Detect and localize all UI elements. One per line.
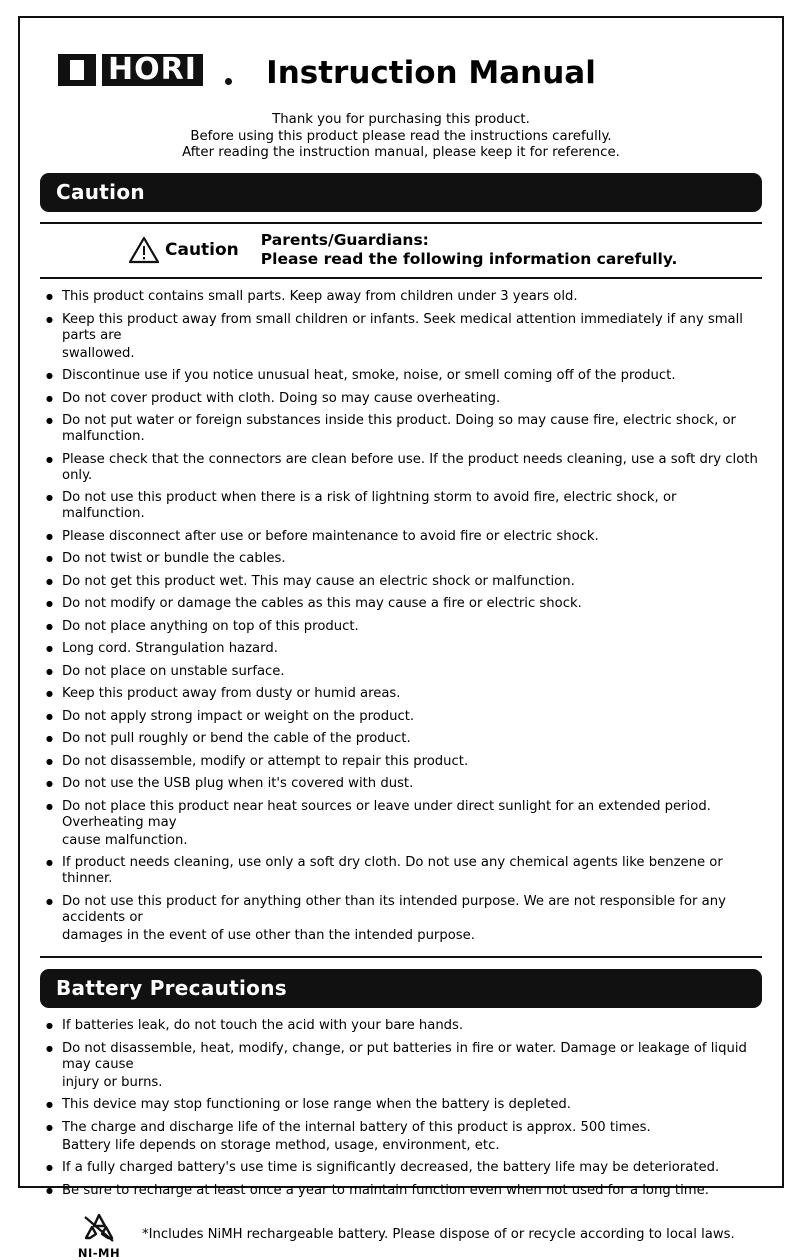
list-item-text: ● Do not put water or foreign substances inside this product. Doing so may cause fire, electric shock, or malfunction.	[62, 413, 736, 444]
list-item	[40, 894, 762, 944]
list-item	[40, 776, 762, 792]
list-item	[40, 1183, 762, 1199]
list-item-continuation: Battery life depends on storage method, usage, environment, etc.	[62, 1137, 500, 1153]
list-item	[40, 413, 762, 445]
list-item-continuation: injury or burns.	[62, 1074, 163, 1090]
list-item	[40, 855, 762, 887]
list-item-text: ● Do not place anything on top of this product.	[62, 618, 359, 634]
list-item	[40, 754, 762, 770]
list-item-text: ● Do not place this product near heat sources or leave under direct sunlight for an extended period. Overheating may	[62, 798, 711, 830]
list-item-continuation: cause malfunction.	[62, 832, 188, 848]
list-item-text: ● Do not disassemble, modify or attempt to repair this product.	[62, 753, 469, 769]
list-item-text: ● Do not get this product wet. This may cause an electric shock or malfunction.	[62, 573, 575, 589]
list-item	[40, 731, 762, 747]
list-item	[40, 312, 762, 362]
list-item	[40, 799, 762, 849]
list-item	[40, 1097, 762, 1113]
caution-section-divider	[40, 956, 762, 958]
list-item-text: ● Do not use this product when there is a risk of lightning storm to avoid fire, electric shock, or malfunction.	[62, 490, 677, 521]
caution-icon-label: Caution	[165, 240, 239, 260]
warning-triangle-icon	[128, 236, 160, 264]
list-item	[40, 1018, 762, 1034]
list-item-text: ● If a fully charged battery's use time is significantly decreased, the battery life may be deteriorated.	[62, 1160, 720, 1175]
list-item	[40, 490, 762, 522]
list-item	[40, 619, 762, 635]
list-item	[40, 391, 762, 407]
list-item-text: ● If batteries leak, do not touch the acid with your bare hands.	[62, 1018, 464, 1033]
list-item-text: ● Do not pull roughly or bend the cable of the product.	[62, 731, 411, 746]
list-item-text: ● Keep this product away from small children or infants. Seek medical attention immediately if any small parts are	[62, 311, 743, 343]
hori-logo	[58, 54, 234, 88]
list-item-text: ● Discontinue use if you notice unusual heat, smoke, noise, or smell coming off of the product.	[62, 368, 676, 383]
list-item	[40, 1120, 762, 1154]
list-item	[40, 686, 762, 702]
caution-section-bar: Caution	[40, 173, 762, 212]
list-item	[40, 529, 762, 545]
recycle-icon	[79, 1211, 119, 1245]
list-item	[40, 1041, 762, 1091]
battery-precautions-list	[40, 1008, 762, 1199]
list-item-text: ● Long cord. Strangulation hazard.	[62, 641, 278, 656]
list-item-text: ● Please disconnect after use or before maintenance to avoid fire or electric shock.	[62, 528, 599, 544]
list-item	[40, 289, 762, 305]
intro-block	[40, 112, 762, 162]
list-item	[40, 452, 762, 484]
list-item	[40, 641, 762, 657]
nimh-label: NI-MH	[77, 1245, 121, 1260]
document-header	[40, 32, 762, 104]
logo-wordmark: HORI	[102, 54, 203, 86]
list-item	[40, 551, 762, 567]
list-item	[40, 709, 762, 725]
caution-banner	[40, 222, 762, 279]
caution-list	[40, 279, 762, 944]
battery-section-bar: Battery Precautions	[40, 969, 762, 1008]
list-item-text: ● If product needs cleaning, use only a soft dry cloth. Do not use any chemical agents like benzene or thinner.	[62, 855, 723, 886]
caution-banner-line-2: Please read the following information carefully.	[260, 250, 678, 268]
list-item	[40, 1160, 762, 1176]
list-item-text: ● Do not use the USB plug when it's covered with dust.	[62, 776, 414, 791]
list-item-text: ● Do not cover product with cloth. Doing so may cause overheating.	[62, 390, 501, 406]
recycle-note-text: *Includes NiMH rechargeable battery. Please dispose of or recycle according to local laws.	[142, 1227, 735, 1242]
list-item	[40, 664, 762, 680]
list-item	[40, 574, 762, 590]
list-item-text: ● Do not twist or bundle the cables.	[62, 551, 286, 566]
manual-page	[18, 16, 784, 1260]
recycle-note-row	[40, 1211, 762, 1260]
intro-line-3: After reading the instruction manual, please keep it for reference.	[182, 145, 620, 160]
caution-banner-text	[261, 231, 678, 269]
recycle-mark	[70, 1211, 128, 1260]
list-item-text: ● Do not disassemble, heat, modify, change, or put batteries in fire or water. Damage or leakage of liquid may cause	[62, 1040, 747, 1072]
list-item-text: ● The charge and discharge life of the internal battery of this product is approx. 500 times.	[62, 1119, 651, 1135]
list-item-continuation: swallowed.	[62, 345, 135, 361]
list-item-text: ● This product contains small parts. Keep away from children under 3 years old.	[62, 289, 578, 304]
intro-line-2: Before using this product please read the instructions carefully.	[190, 128, 612, 144]
list-item-text: ● Do not modify or damage the cables as this may cause a fire or electric shock.	[62, 596, 582, 611]
logo-registered-dot-icon	[225, 78, 232, 85]
list-item-text: ● Be sure to recharge at least once a year to maintain function even when not used for a long time.	[62, 1182, 709, 1198]
caution-banner-line-1: Parents/Guardians:	[260, 231, 429, 249]
page-title: Instruction Manual	[266, 55, 596, 91]
list-item-continuation: damages in the event of use other than the intended purpose.	[62, 927, 475, 943]
intro-line-1: Thank you for purchasing this product.	[272, 112, 530, 127]
list-item-text: ● Please check that the connectors are clean before use. If the product needs cleaning, use a soft dry cloth only.	[62, 451, 758, 483]
logo-mark-icon	[58, 54, 96, 86]
list-item	[40, 596, 762, 612]
list-item	[40, 368, 762, 384]
list-item-text: ● Do not apply strong impact or weight on the product.	[62, 708, 415, 724]
list-item-text: ● Keep this product away from dusty or humid areas.	[62, 686, 401, 701]
list-item-text: ● Do not use this product for anything other than its intended purpose. We are not responsible for any accidents or	[62, 893, 726, 925]
list-item-text: ● Do not place on unstable surface.	[62, 663, 285, 679]
list-item-text: ● This device may stop functioning or lose range when the battery is depleted.	[62, 1097, 572, 1112]
